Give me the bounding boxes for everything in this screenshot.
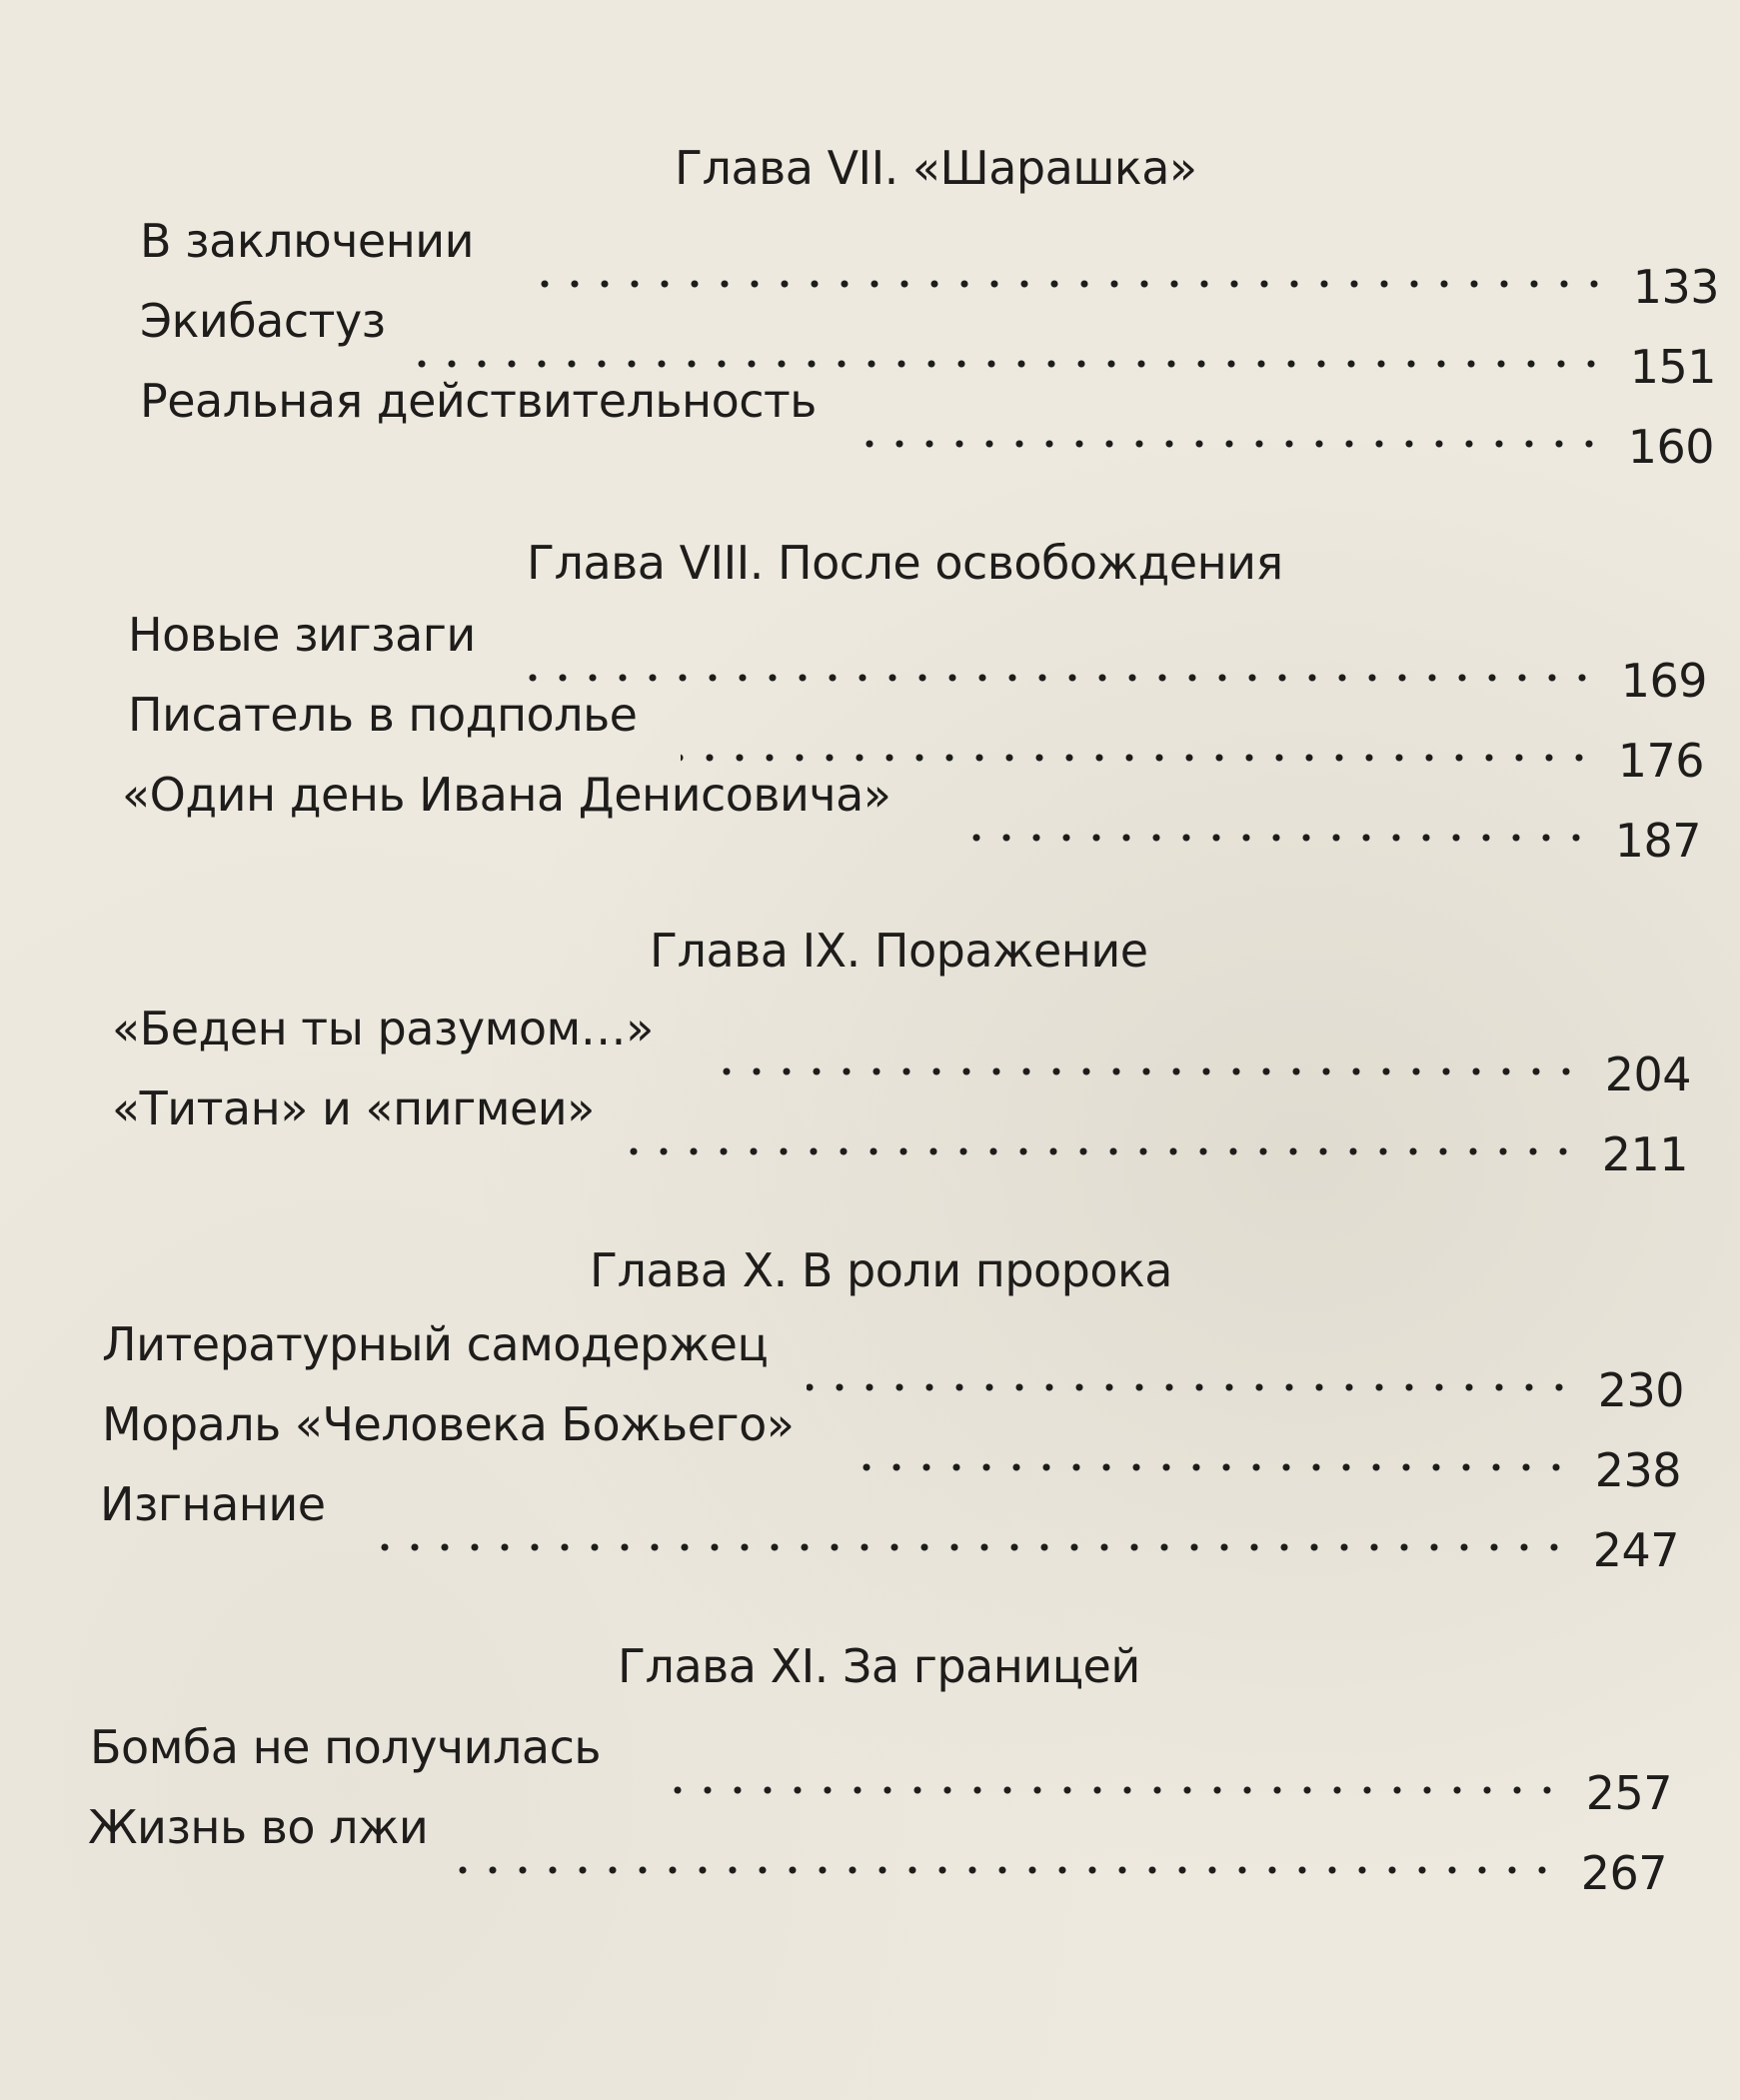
toc-entry[interactable] (100, 1477, 1679, 1577)
toc-entry[interactable] (112, 1002, 1691, 1101)
leader-dots (418, 360, 1606, 368)
entry-title: «Один день Ивана Денисовича» (122, 768, 891, 822)
entry-title: «Беден ты разумом…» (112, 1002, 654, 1055)
entry-page: 169 (1620, 654, 1707, 708)
entry-title: Реальная действительность (140, 374, 817, 428)
leader-dots (854, 1463, 1571, 1471)
entry-title: Бомба не получилась (90, 1720, 601, 1774)
entry-page: 160 (1627, 420, 1714, 474)
entry-title: Новые зигзаги (128, 608, 476, 662)
entry-page: 247 (1592, 1523, 1679, 1577)
leader-dots (858, 440, 1604, 448)
entry-title: В заключении (140, 214, 475, 268)
leader-dots (961, 834, 1591, 842)
toc-entry[interactable] (140, 294, 1716, 394)
entry-title: Изгнание (100, 1477, 326, 1531)
toc-entry[interactable] (112, 1081, 1688, 1181)
entry-page: 133 (1632, 260, 1719, 314)
entry-title: Жизнь во лжи (88, 1800, 429, 1854)
chapter-title: Глава VII. «Шарашка» (675, 141, 1197, 195)
toc-entry[interactable] (102, 1317, 1684, 1417)
entry-title: «Титан» и «пигмеи» (112, 1081, 595, 1135)
chapter-title: Глава IX. Поражение (650, 924, 1148, 978)
leader-dots (372, 1543, 1569, 1551)
toc-entry[interactable] (128, 688, 1704, 788)
toc-entry[interactable] (128, 608, 1707, 708)
entry-title: Мораль «Человека Божьего» (102, 1397, 795, 1451)
leader-dots (630, 1147, 1578, 1155)
leader-dots (807, 1383, 1574, 1391)
leader-dots (525, 280, 1609, 288)
chapter-title: Глава VIII. После освобождения (527, 536, 1283, 590)
entry-page: 238 (1594, 1443, 1681, 1497)
entry-page: 230 (1597, 1363, 1684, 1417)
entry-page: 176 (1617, 734, 1704, 788)
toc-entry[interactable] (122, 768, 1701, 868)
entry-page: 204 (1604, 1048, 1691, 1101)
entry-page: 257 (1585, 1766, 1672, 1820)
leader-dots (681, 754, 1594, 762)
chapter-title: Глава XI. За границей (618, 1639, 1140, 1693)
leader-dots (707, 1067, 1581, 1075)
entry-title: Экибастуз (140, 294, 386, 348)
toc-entry[interactable] (88, 1800, 1667, 1900)
toc-entry[interactable] (90, 1720, 1672, 1820)
entry-title: Литературный самодержец (102, 1317, 769, 1371)
chapter-title: Глава X. В роли пророка (590, 1243, 1172, 1297)
leader-dots (668, 1786, 1562, 1794)
entry-title: Писатель в подполье (128, 688, 638, 742)
leader-dots (450, 1866, 1557, 1874)
toc-entry[interactable] (102, 1397, 1681, 1497)
leader-dots (520, 674, 1597, 682)
toc-entry[interactable] (140, 214, 1719, 314)
entry-page: 151 (1629, 340, 1716, 394)
entry-page: 267 (1580, 1846, 1667, 1900)
toc-entry[interactable] (140, 374, 1714, 474)
entry-page: 211 (1601, 1127, 1688, 1181)
entry-page: 187 (1614, 814, 1701, 868)
